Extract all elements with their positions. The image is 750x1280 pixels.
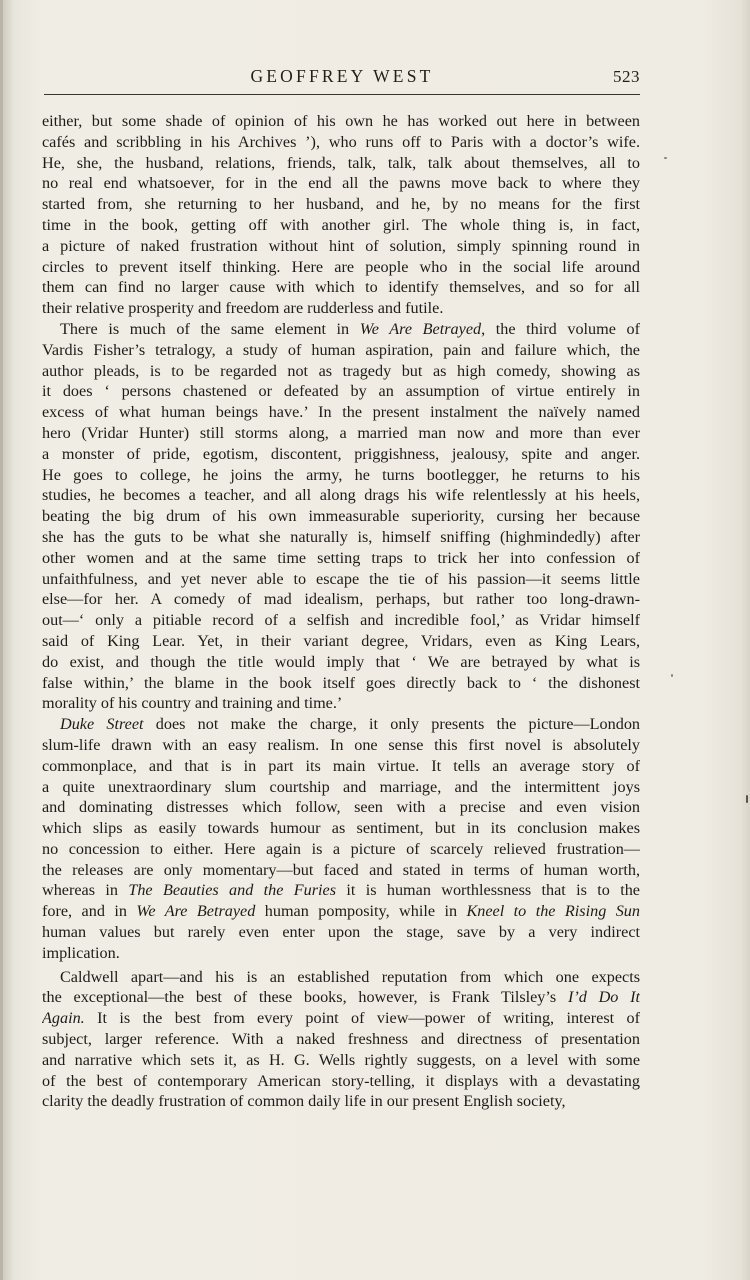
- text-line: other women and at the same time setting traps to trick her into confession of: [42, 548, 640, 567]
- text-line: them can find no larger cause with which to identify themselves, and so for all: [42, 278, 640, 297]
- text-line: do exist, and though the title would imply that ‘ We are betrayed by what is: [42, 652, 640, 671]
- paragraph-p3: [42, 714, 640, 964]
- text-line: time in the book, getting off with another girl. The whole thing is, in fact,: [42, 215, 640, 234]
- text-line: else—for her. A comedy of mad idealism, perhaps, but rather too long-drawn-: [42, 590, 640, 609]
- speck-mark: [664, 157, 667, 159]
- text-line: author pleads, is to be regarded not as tragedy but as high comedy, showing as: [42, 361, 640, 380]
- text-line: said of King Lear. Yet, in their variant degree, Vridars, even as King Lears,: [42, 631, 640, 650]
- text-line: the releases are only momentary—but faced and stated in terms of human worth,: [42, 860, 640, 879]
- text-line: morality of his country and training and time.’: [42, 694, 343, 713]
- paragraph-p4: [42, 967, 640, 1113]
- text-line: which slips as easily towards humour as sentiment, but in its conclusion makes: [42, 819, 640, 838]
- page-number: 523: [613, 67, 640, 86]
- paragraph-p2: [42, 319, 640, 714]
- text-line: and dominating distresses which follow, seen with a precise and even vision: [42, 798, 640, 817]
- text-line: circles to prevent itself thinking. Here are people who in the social life around: [42, 257, 640, 276]
- text-line: a picture of naked frustration without hint of solution, simply spinning round in: [42, 236, 640, 255]
- text-line: clarity the deadly frustration of common daily life in our present English society,: [42, 1092, 566, 1111]
- text-line: There is much of the same element in We Are Betrayed, the third volume of: [60, 319, 640, 338]
- text-line: commonplace, and that is in part its main virtue. It tells an average story of: [42, 756, 640, 775]
- text-line: Again. It is the best from every point of view—power of writing, interest of: [42, 1009, 640, 1028]
- text-line: He, she, the husband, relations, friends, talk, talk, talk about themselves, all to: [42, 153, 640, 172]
- text-line: she has the guts to be what she naturally is, himself sniffing (highmindedly) after: [42, 527, 640, 546]
- text-line: no concession to either. Here again is a picture of scarcely relieved frustration—: [42, 839, 640, 858]
- text-line: out—‘ only a pitiable record of a selfish and incredible fool,’ as Vridar himself: [42, 611, 640, 630]
- text-line: no real end whatsoever, for in the end all the pawns move back to where they: [42, 174, 640, 193]
- text-line: Vardis Fisher’s tetralogy, a study of human aspiration, pain and failure which, the: [42, 340, 640, 359]
- text-line: the exceptional—the best of these books, however, is Frank Tilsley’s I’d Do It: [42, 988, 640, 1007]
- text-line: beating the big drum of his own immeasurable superiority, cursing her because: [42, 507, 640, 526]
- text-line: implication.: [42, 943, 120, 962]
- text-line: false within,’ the blame in the book itself goes directly back to ‘ the dishonest: [42, 673, 640, 692]
- text-line: Duke Street does not make the charge, it only presents the picture—London: [60, 715, 640, 734]
- text-line: and narrative which sets it, as H. G. Wells rightly suggests, on a level with some: [42, 1050, 640, 1069]
- text-line: their relative prosperity and freedom are rudderless and futile.: [42, 299, 444, 318]
- page-gutter: [0, 0, 3, 1280]
- text-line: it does ‘ persons chastened or defeated by an assumption of virtue entirely in: [42, 382, 640, 401]
- body-text: [42, 111, 640, 1112]
- text-line: subject, larger reference. With a naked freshness and directness of presentation: [42, 1030, 640, 1049]
- paragraph-p1: [42, 111, 640, 319]
- text-line: either, but some shade of opinion of his own he has worked out here in between: [42, 112, 640, 130]
- text-line: a quite unextraordinary slum courtship and marriage, and the intermittent joys: [42, 777, 640, 796]
- text-line: excess of what human beings have.’ In the present instalment the naïvely named: [42, 403, 640, 422]
- text-line: fore, and in We Are Betrayed human pomposity, while in Kneel to the Rising Sun: [42, 902, 640, 921]
- running-head: [44, 64, 640, 95]
- edge-tick-mark: [746, 795, 748, 803]
- text-line: slum-life drawn with an easy realism. In one sense this first novel is absolutely: [42, 735, 640, 754]
- text-line: started from, she returning to her husband, and he, by no means for the first: [42, 195, 640, 214]
- text-line: hero (Vridar Hunter) still storms along, a married man now and more than ever: [42, 423, 640, 442]
- running-head-title: GEOFFREY WEST: [250, 66, 434, 86]
- text-line: of the best of contemporary American story-telling, it displays with a devastating: [42, 1071, 640, 1090]
- text-line: Caldwell apart—and his is an established reputation from which one expects: [60, 967, 640, 986]
- text-line: whereas in The Beauties and the Furies it is human worthlessness that is to the: [42, 881, 640, 900]
- speck-mark: [671, 674, 673, 677]
- text-line: studies, he becomes a teacher, and all along drags his wife relentlessly at his heels,: [42, 486, 640, 505]
- text-line: cafés and scribbling in his Archives ’), who runs off to Paris with a doctor’s wife.: [42, 132, 640, 151]
- text-line: unfaithfulness, and yet never able to escape the tie of his passion—it seems little: [42, 569, 640, 588]
- text-line: human values but rarely even enter upon the stage, save by a very indirect: [42, 923, 640, 942]
- text-line: He goes to college, he joins the army, he turns bootlegger, he returns to his: [42, 465, 640, 484]
- text-line: a monster of pride, egotism, discontent, priggishness, jealousy, spite and anger.: [42, 444, 640, 463]
